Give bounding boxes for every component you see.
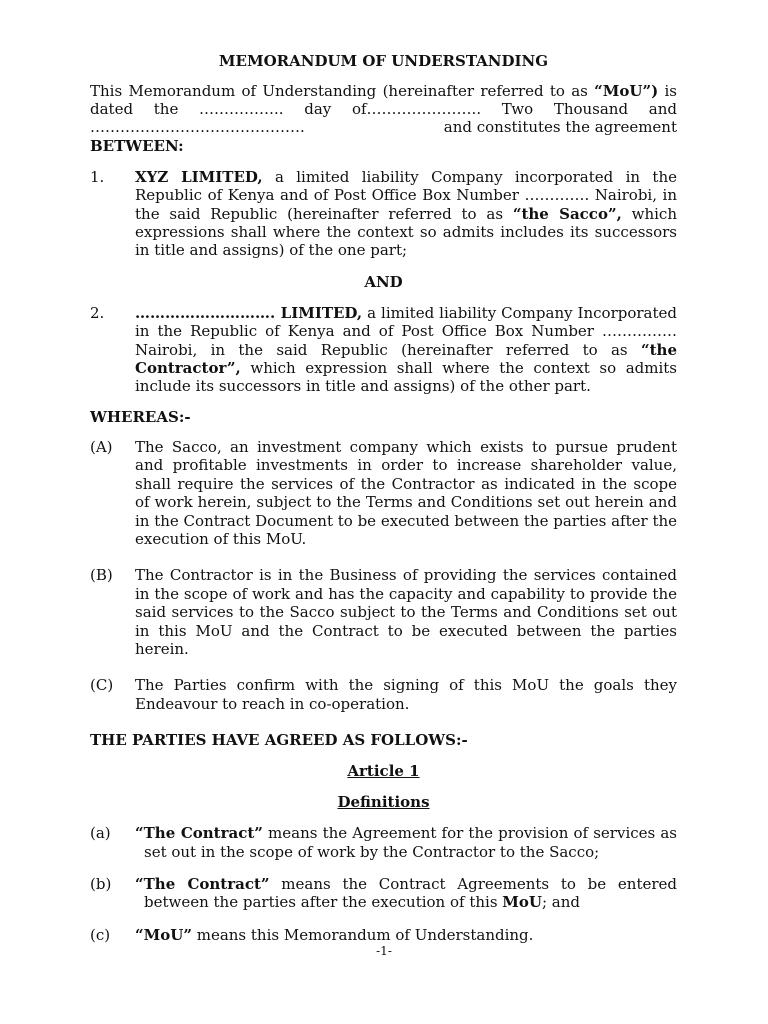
recital-label: (B) xyxy=(90,566,113,585)
recital-text: The Sacco, an investment company which exists to pursue prudent and profitable investments in order to increase shareholder value, shall require the services of the Contractor as indicated in the scope of work herein, subject to the Terms and Conditions set out herein and in the Contract Document to be executed between the parties after the execution of this MoU. xyxy=(135,437,678,548)
party-number: 1. xyxy=(90,167,105,186)
mou-term: “MoU”) xyxy=(594,82,659,100)
definition-text xyxy=(135,926,677,944)
intro-paragraph xyxy=(90,82,677,136)
definition-body: ; and xyxy=(541,893,581,912)
intro-text: is xyxy=(658,82,677,100)
definition-body: between the parties after the execution of this xyxy=(144,893,503,912)
intro-word: Two xyxy=(501,100,534,119)
intro-line-2 xyxy=(90,100,677,118)
intro-word: dated xyxy=(90,100,134,119)
definition-body: means the Agreement for the provision of services as xyxy=(262,824,677,843)
intro-word: Thousand xyxy=(553,100,629,119)
party-name: ………………………. LIMITED, xyxy=(135,303,363,322)
recital-label: (A) xyxy=(90,437,113,456)
recital-b xyxy=(90,566,677,658)
party-2-text xyxy=(135,304,677,396)
party-2 xyxy=(90,304,677,396)
party-description: a limited liability Company incorporated in the Republic of Kenya and of Post Office Box Number …………. Nairobi, in the said Republic (hereinafter referred to as xyxy=(135,167,677,223)
party-description: which expression shall where the context so admits include its successors in title and assigns) of the other part. xyxy=(135,359,677,396)
intro-word: the xyxy=(153,100,179,119)
day-blank: …………….. xyxy=(199,100,284,119)
defined-term: “MoU” xyxy=(135,925,192,944)
definition-text xyxy=(135,875,677,912)
definition-c xyxy=(90,926,677,944)
year-blank: ……………………………………. xyxy=(90,118,305,137)
article-heading: Article 1 xyxy=(347,762,420,781)
defined-term: “The Contract” xyxy=(135,824,263,843)
definition-line: set out in the scope of work by the Contractor to the Sacco; xyxy=(144,842,600,861)
document-page xyxy=(90,51,677,944)
definition-label: (c) xyxy=(90,925,111,944)
definition-text xyxy=(135,824,677,861)
document-title: MEMORANDUM OF UNDERSTANDING xyxy=(218,52,549,70)
defined-term: “The Contract” xyxy=(135,874,270,893)
intro-line-3 xyxy=(90,118,677,136)
intro-word: day xyxy=(304,100,332,119)
definition-label: (a) xyxy=(90,824,111,843)
mou-term: MoU xyxy=(502,893,542,912)
party-name: XYZ LIMITED, xyxy=(135,167,263,186)
party-description: which expressions shall where the context so admits includes its successors in title and assigns) of the one part; xyxy=(135,204,677,260)
party-1-text xyxy=(135,168,677,260)
whereas-heading: WHEREAS:- xyxy=(90,407,191,426)
month-blank: of………………….. xyxy=(351,100,482,119)
recital-a xyxy=(90,438,677,548)
definition-b xyxy=(90,875,677,912)
intro-word: and xyxy=(648,100,677,119)
definition-body: means this Memorandum of Understanding. xyxy=(191,925,534,944)
definitions-heading: Definitions xyxy=(337,793,430,812)
intro-text: This Memorandum of Understanding (hereinafter referred to as xyxy=(90,82,595,100)
agreed-heading: THE PARTIES HAVE AGREED AS FOLLOWS:- xyxy=(90,731,468,750)
party-alias: “the Sacco”, xyxy=(512,204,622,223)
recital-text: The Parties confirm with the signing of this MoU the goals they Endeavour to reach in co-operation. xyxy=(135,676,677,713)
party-number: 2. xyxy=(90,303,105,322)
definition-line xyxy=(135,875,677,893)
between-heading: BETWEEN: xyxy=(90,137,184,156)
and-separator: AND xyxy=(364,272,403,291)
definition-a xyxy=(90,824,677,861)
recital-label: (C) xyxy=(90,676,114,695)
page-number: -1- xyxy=(376,944,392,958)
definition-line xyxy=(135,824,677,842)
definition-body: means the Contract Agreements to be entered xyxy=(269,874,677,893)
definition-line xyxy=(135,893,677,911)
party-alias: “the Contractor”, xyxy=(135,340,677,378)
party-1 xyxy=(90,168,677,260)
recital-c xyxy=(90,676,677,713)
recital-text: The Contractor is in the Business of providing the services contained in the scope of work and has the capacity and capability to provide the said services to the Sacco subject to the Terms and Conditions set out in this MoU and the Contract to be executed between the parties herein. xyxy=(135,566,677,658)
party-description: a limited liability Company Incorporated in the Republic of Kenya and of Post Office Box Number …………… Nairobi, in the said Republic (hereinafter referred to as xyxy=(135,303,677,359)
intro-text: and constitutes the agreement xyxy=(443,118,677,137)
intro-line-1 xyxy=(90,82,677,100)
definition-label: (b) xyxy=(90,874,112,893)
definition-line xyxy=(135,926,677,944)
